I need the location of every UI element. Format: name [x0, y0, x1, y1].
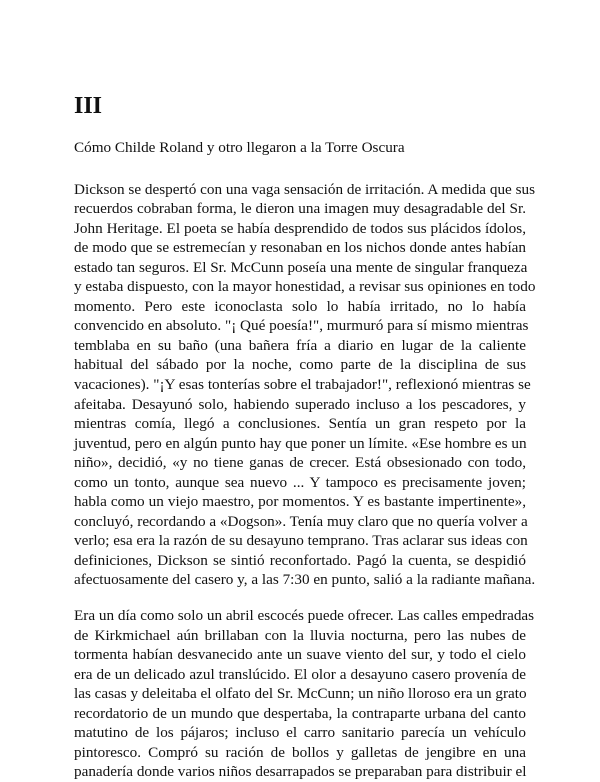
text-line: recordatorio de un mundo que despertaba, la contraparte urbana del canto — [74, 704, 526, 722]
text-line: Dickson se despertó con una vaga sensación de irritación. A medida que sus — [74, 180, 535, 198]
text-line: concluyó, recordando a «Dogson». Tenía muy claro que no quería volver a — [74, 512, 528, 530]
text-line: habitual del sábado por la noche, como parte de la disciplina de sus — [74, 356, 526, 374]
chapter-title: Cómo Childe Roland y otro llegaron a la Torre Oscura — [74, 139, 405, 156]
text-line: convencido en absoluto. "¡ Qué poesía!", murmuró para sí mismo mientras — [74, 317, 529, 335]
text-line: Era un día como solo un abril escocés puede ofrecer. Las calles empedradas — [74, 606, 535, 624]
text-line: afeitaba. Desayunó solo, habiendo superado incluso a los pescadores, y — [74, 395, 526, 413]
paragraph-2 — [74, 606, 535, 782]
text-line: como un tonto, aunque sea nuevo ... Y tampoco es precisamente joven; — [74, 473, 526, 491]
text-line: momento. Pero este iconoclasta solo lo había irritado, no lo había — [74, 297, 526, 315]
paragraph-1 — [74, 180, 536, 590]
text-line: niño», decidió, «y no tiene ganas de crecer. Está obsesionado con todo, — [74, 454, 526, 472]
text-line: era de un delicado azul translúcido. El olor a desayuno casero provenía de — [74, 665, 526, 683]
text-line: tormenta habían desvanecido ante un suave viento del sur, y todo el cielo — [74, 646, 526, 664]
text-line: afectuosamente del casero y, a las 7:30 en punto, salió a la radiante mañana. — [74, 571, 536, 589]
text-line: panadería donde varios niños desarrapados se preparaban para distribuir el — [74, 763, 527, 781]
text-line: y estaba dispuesto, con la mayor honestidad, a revisar sus opiniones en todo — [74, 278, 536, 296]
text-line: habla como un viejo maestro, por momentos. Y es bastante impertinente», — [74, 493, 526, 511]
text-line: definiciones, Dickson se sintió reconfortado. Pagó la cuenta, se despidió — [74, 551, 526, 569]
text-line: John Heritage. El poeta se había desprendido de todos sus plácidos ídolos, — [74, 219, 526, 237]
text-line: estado tan seguros. El Sr. McCunn poseía una mente de singular franqueza — [74, 258, 528, 276]
text-line: matutino de los pájaros; incluso el carro sanitario parecía un vehículo — [74, 724, 526, 742]
text-line: pintoresco. Compró su ración de bollos y galletas de jengibre en una — [74, 743, 526, 761]
text-line: de Kirkmichael aún brillaban con la lluvia nocturna, pero las nubes de — [74, 626, 526, 644]
chapter-number: III — [74, 93, 103, 119]
text-line: mientras comía, llegó a conclusiones. Sentía un gran respeto por la — [74, 415, 526, 433]
text-line: las casas y deleitaba el olfato del Sr. McCunn; un niño lloroso era un grato — [74, 685, 527, 703]
text-line: juventud, pero en algún punto hay que poner un límite. «Ese hombre es un — [74, 434, 527, 452]
text-line: recuerdos cobraban forma, le dieron una imagen muy desagradable del Sr. — [74, 200, 526, 218]
text-line: verlo; esa era la razón de su desayuno temprano. Tras aclarar sus ideas con — [74, 532, 528, 550]
text-line: de modo que se estremecían y resonaban en los nichos donde antes habían — [74, 239, 526, 257]
text-line: vacaciones). "¡Y esas tonterías sobre el trabajador!", reflexionó mientras se — [74, 375, 531, 393]
text-line: temblaba en su baño (una bañera fría a diario en lugar de la caliente — [74, 336, 526, 354]
